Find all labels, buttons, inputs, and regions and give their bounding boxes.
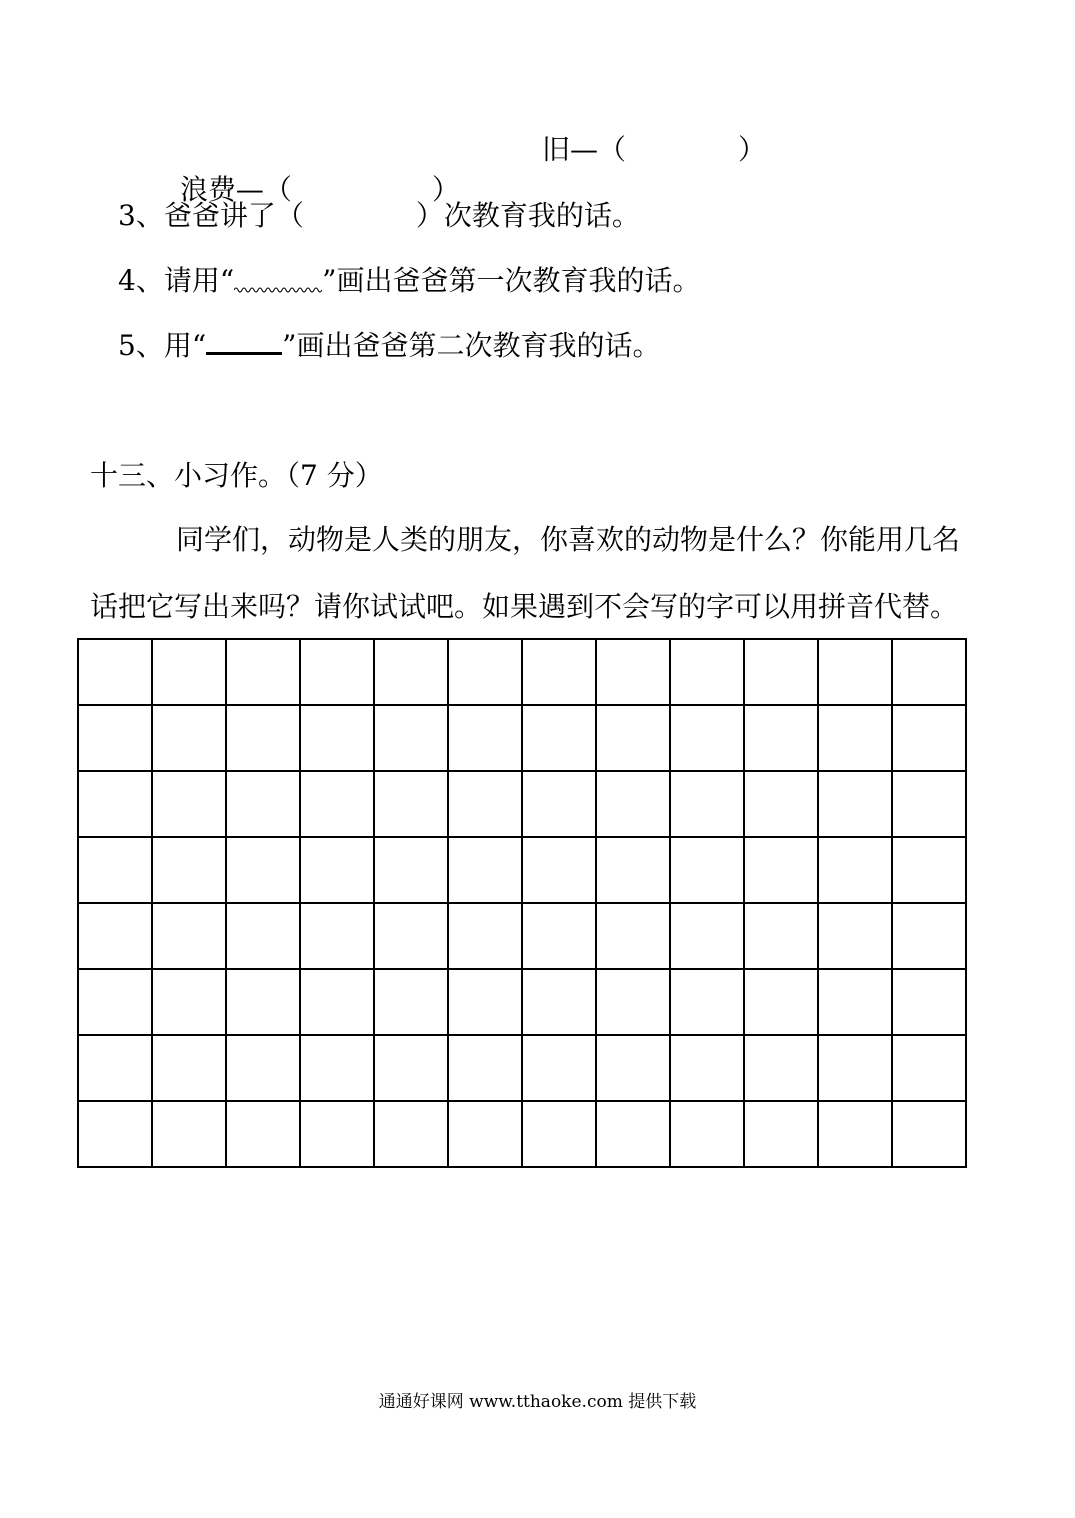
grid-cell[interactable]	[670, 771, 744, 837]
grid-cell[interactable]	[226, 1101, 300, 1167]
grid-cell[interactable]	[818, 903, 892, 969]
grid-cell[interactable]	[152, 639, 226, 705]
grid-cell[interactable]	[78, 1035, 152, 1101]
grid-cell[interactable]	[300, 639, 374, 705]
footer-credit: 通通好课网 www.tthaoke.com 提供下载	[378, 1392, 697, 1412]
grid-cell[interactable]	[374, 1101, 448, 1167]
grid-cell[interactable]	[78, 705, 152, 771]
grid-cell[interactable]	[448, 1101, 522, 1167]
grid-cell[interactable]	[448, 903, 522, 969]
grid-cell[interactable]	[226, 771, 300, 837]
grid-row	[78, 1101, 966, 1167]
grid-cell[interactable]	[300, 705, 374, 771]
grid-cell[interactable]	[78, 969, 152, 1035]
grid-cell[interactable]	[670, 837, 744, 903]
grid-row	[78, 1035, 966, 1101]
question-4-after: ”画出爸爸第一次教育我的话。	[322, 264, 701, 297]
grid-cell[interactable]	[596, 1101, 670, 1167]
grid-cell[interactable]	[152, 837, 226, 903]
grid-cell[interactable]	[522, 639, 596, 705]
grid-cell[interactable]	[670, 969, 744, 1035]
grid-cell[interactable]	[744, 969, 818, 1035]
grid-cell[interactable]	[892, 1035, 966, 1101]
antonym-old: 旧—（ ）	[542, 133, 767, 166]
grid-cell[interactable]	[522, 1035, 596, 1101]
grid-cell[interactable]	[300, 771, 374, 837]
grid-row	[78, 771, 966, 837]
grid-row	[78, 903, 966, 969]
grid-cell[interactable]	[78, 903, 152, 969]
grid-cell[interactable]	[226, 903, 300, 969]
grid-cell[interactable]	[818, 1035, 892, 1101]
grid-cell[interactable]	[892, 705, 966, 771]
grid-cell[interactable]	[226, 1035, 300, 1101]
grid-cell[interactable]	[374, 771, 448, 837]
grid-cell[interactable]	[300, 969, 374, 1035]
grid-cell[interactable]	[152, 705, 226, 771]
section-heading: 十三、小习作。（7 分）	[90, 459, 383, 492]
grid-cell[interactable]	[152, 969, 226, 1035]
grid-cell[interactable]	[226, 639, 300, 705]
grid-cell[interactable]	[226, 969, 300, 1035]
grid-cell[interactable]	[892, 969, 966, 1035]
prompt-line-1: 同学们，动物是人类的朋友，你喜欢的动物是什么？你能用几名	[176, 523, 961, 556]
grid-cell[interactable]	[892, 771, 966, 837]
grid-cell[interactable]	[744, 705, 818, 771]
question-3: 3、爸爸讲了（ ）次教育我的话。	[118, 199, 640, 232]
grid-cell[interactable]	[78, 771, 152, 837]
grid-cell[interactable]	[818, 639, 892, 705]
grid-cell[interactable]	[374, 639, 448, 705]
grid-cell[interactable]	[300, 837, 374, 903]
grid-cell[interactable]	[670, 1101, 744, 1167]
grid-cell[interactable]	[374, 837, 448, 903]
grid-cell[interactable]	[596, 903, 670, 969]
grid-cell[interactable]	[522, 1101, 596, 1167]
grid-cell[interactable]	[448, 969, 522, 1035]
grid-cell[interactable]	[596, 771, 670, 837]
grid-cell[interactable]	[152, 1101, 226, 1167]
grid-cell[interactable]	[818, 837, 892, 903]
grid-cell[interactable]	[522, 903, 596, 969]
grid-cell[interactable]	[78, 837, 152, 903]
grid-cell[interactable]	[448, 771, 522, 837]
solid-underline-sample	[206, 330, 282, 355]
grid-row	[78, 705, 966, 771]
grid-cell[interactable]	[670, 639, 744, 705]
grid-cell[interactable]	[374, 969, 448, 1035]
grid-cell[interactable]	[522, 771, 596, 837]
question-4-before: 4、请用“	[118, 264, 235, 297]
grid-cell[interactable]	[226, 837, 300, 903]
grid-row	[78, 837, 966, 903]
grid-cell[interactable]	[448, 1035, 522, 1101]
grid-cell[interactable]	[744, 1035, 818, 1101]
grid-cell[interactable]	[596, 705, 670, 771]
grid-cell[interactable]	[818, 705, 892, 771]
grid-cell[interactable]	[892, 639, 966, 705]
grid-cell[interactable]	[226, 705, 300, 771]
grid-cell[interactable]	[448, 837, 522, 903]
question-5-after: ”画出爸爸第二次教育我的话。	[282, 329, 661, 362]
writing-grid	[77, 638, 967, 1168]
grid-cell[interactable]	[152, 903, 226, 969]
grid-cell[interactable]	[300, 1101, 374, 1167]
grid-cell[interactable]	[892, 837, 966, 903]
grid-cell[interactable]	[744, 639, 818, 705]
grid-cell[interactable]	[744, 1101, 818, 1167]
grid-cell[interactable]	[374, 903, 448, 969]
grid-cell[interactable]	[818, 969, 892, 1035]
grid-cell[interactable]	[522, 837, 596, 903]
grid-cell[interactable]	[448, 639, 522, 705]
grid-cell[interactable]	[374, 1035, 448, 1101]
grid-cell[interactable]	[78, 639, 152, 705]
grid-cell[interactable]	[596, 639, 670, 705]
grid-cell[interactable]	[670, 705, 744, 771]
grid-cell[interactable]	[522, 705, 596, 771]
grid-cell[interactable]	[818, 1101, 892, 1167]
grid-cell[interactable]	[744, 771, 818, 837]
grid-cell[interactable]	[522, 969, 596, 1035]
wavy-underline-sample	[234, 268, 322, 290]
grid-cell[interactable]	[818, 771, 892, 837]
grid-cell[interactable]	[596, 969, 670, 1035]
grid-cell[interactable]	[374, 705, 448, 771]
grid-cell[interactable]	[300, 903, 374, 969]
grid-cell[interactable]	[670, 1035, 744, 1101]
grid-cell[interactable]	[78, 1101, 152, 1167]
grid-cell[interactable]	[744, 837, 818, 903]
antonym-waste: 浪费—（ ）	[179, 173, 460, 206]
grid-cell[interactable]	[152, 1035, 226, 1101]
grid-row	[78, 969, 966, 1035]
question-5-before: 5、用“	[118, 329, 207, 362]
grid-cell[interactable]	[744, 903, 818, 969]
grid-cell[interactable]	[892, 1101, 966, 1167]
prompt-line-2: 话把它写出来吗？请你试试吧。如果遇到不会写的字可以用拼音代替。	[90, 590, 959, 623]
grid-cell[interactable]	[670, 903, 744, 969]
grid-row	[78, 639, 966, 705]
grid-cell[interactable]	[300, 1035, 374, 1101]
grid-cell[interactable]	[152, 771, 226, 837]
grid-cell[interactable]	[596, 1035, 670, 1101]
grid-cell[interactable]	[448, 705, 522, 771]
grid-cell[interactable]	[596, 837, 670, 903]
question-4	[118, 261, 700, 301]
question-5	[118, 326, 660, 366]
grid-cell[interactable]	[892, 903, 966, 969]
